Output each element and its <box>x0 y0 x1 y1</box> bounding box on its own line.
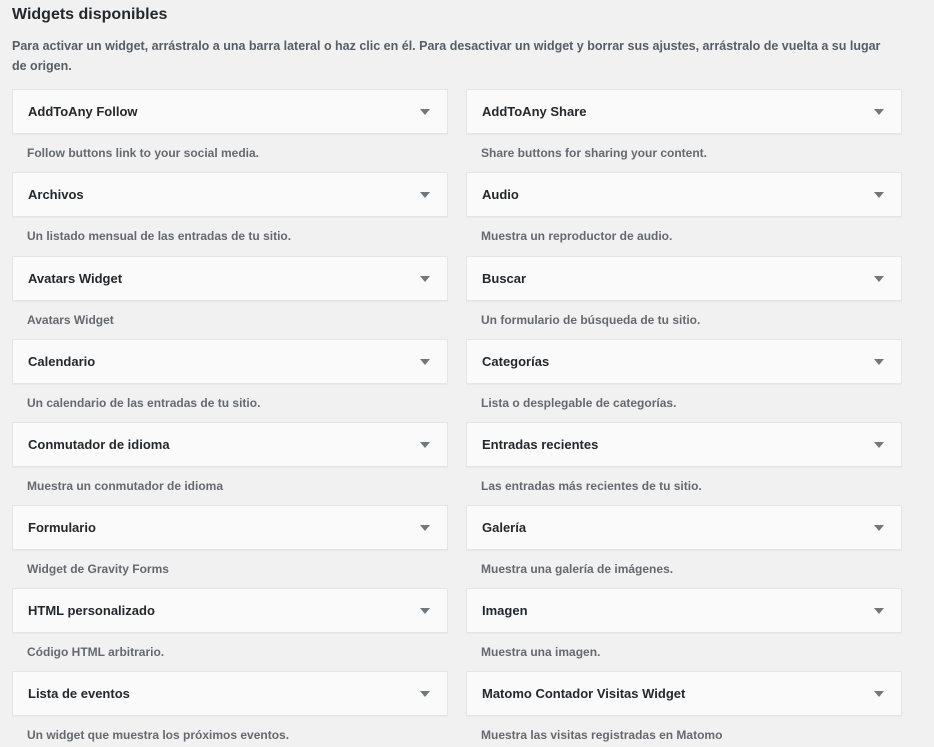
widget-title: Audio <box>482 187 519 202</box>
chevron-down-icon <box>420 442 430 448</box>
widget-title: Conmutador de idioma <box>28 437 170 452</box>
widget-expand-toggle[interactable] <box>409 512 441 544</box>
widget-header[interactable] <box>12 172 448 217</box>
widget-expand-toggle[interactable] <box>863 346 895 378</box>
chevron-down-icon <box>874 276 884 282</box>
widget-title: Imagen <box>482 603 528 618</box>
widget-addtoany-share[interactable] <box>466 89 902 160</box>
page-title: Widgets disponibles <box>12 6 168 23</box>
widget-description: Muestra un reproductor de audio. <box>481 229 673 243</box>
chevron-down-icon <box>874 109 884 115</box>
widget-header[interactable] <box>466 671 902 716</box>
widget-expand-toggle[interactable] <box>863 179 895 211</box>
chevron-down-icon <box>874 442 884 448</box>
chevron-down-icon <box>874 359 884 365</box>
chevron-down-icon <box>874 691 884 697</box>
widget-description: Muestra un conmutador de idioma <box>27 479 224 493</box>
widget-expand-toggle[interactable] <box>409 179 441 211</box>
widget-expand-toggle[interactable] <box>409 429 441 461</box>
widget-title: Categorías <box>482 354 550 369</box>
widget-expand-toggle[interactable] <box>409 595 441 627</box>
widget-calendario[interactable] <box>12 339 448 410</box>
widget-imagen[interactable] <box>466 588 902 659</box>
widget-title: AddToAny Share <box>482 104 587 119</box>
widget-title: Lista de eventos <box>28 686 130 701</box>
widget-title: HTML personalizado <box>28 603 155 618</box>
widget-expand-toggle[interactable] <box>409 96 441 128</box>
chevron-down-icon <box>420 359 430 365</box>
chevron-down-icon <box>420 525 430 531</box>
widget-description: Un calendario de las entradas de tu sitio. <box>27 396 261 410</box>
widget-conmutador-idioma[interactable] <box>12 422 448 493</box>
widget-expand-toggle[interactable] <box>863 512 895 544</box>
widget-title: Formulario <box>28 520 96 535</box>
widget-header[interactable] <box>12 505 448 550</box>
widget-header[interactable] <box>12 588 448 633</box>
widget-description: Un formulario de búsqueda de tu sitio. <box>481 313 701 327</box>
widget-html-personalizado[interactable] <box>12 588 448 659</box>
widget-description: Muestra una imagen. <box>481 645 601 659</box>
widget-description: Avatars Widget <box>27 313 114 327</box>
widget-title: Entradas recientes <box>482 437 599 452</box>
widget-header[interactable] <box>12 422 448 467</box>
widget-header[interactable] <box>466 256 902 301</box>
widget-galeria[interactable] <box>466 505 902 576</box>
widget-matomo-contador[interactable] <box>466 671 902 742</box>
chevron-down-icon <box>420 691 430 697</box>
chevron-down-icon <box>420 192 430 198</box>
widget-categorias[interactable] <box>466 339 902 410</box>
widget-header[interactable] <box>466 422 902 467</box>
widget-description: Widget de Gravity Forms <box>27 562 169 576</box>
widget-lista-eventos[interactable] <box>12 671 448 742</box>
widget-header[interactable] <box>466 339 902 384</box>
widget-title: Buscar <box>482 271 527 286</box>
widget-header[interactable] <box>466 588 902 633</box>
widget-title: AddToAny Follow <box>28 104 138 119</box>
chevron-down-icon <box>420 109 430 115</box>
widget-addtoany-follow[interactable] <box>12 89 448 160</box>
widget-buscar[interactable] <box>466 256 902 327</box>
chevron-down-icon <box>874 192 884 198</box>
widget-expand-toggle[interactable] <box>409 678 441 710</box>
widget-header[interactable] <box>12 256 448 301</box>
instructions-text: Para activar un widget, arrástralo a una barra lateral o haz clic en él. Para desactivar un widget y borrar sus ajustes, arrástralo de vuelta a su lugar de origen. <box>12 39 881 73</box>
widget-header[interactable] <box>12 339 448 384</box>
widget-expand-toggle[interactable] <box>863 429 895 461</box>
widget-description: Un listado mensual de las entradas de tu sitio. <box>27 229 292 243</box>
widget-header[interactable] <box>12 671 448 716</box>
widget-avatars[interactable] <box>12 256 448 327</box>
widget-description: Código HTML arbitrario. <box>27 645 165 659</box>
widget-description: Las entradas más recientes de tu sitio. <box>481 479 702 493</box>
chevron-down-icon <box>420 276 430 282</box>
chevron-down-icon <box>874 525 884 531</box>
widget-expand-toggle[interactable] <box>863 595 895 627</box>
widget-description: Follow buttons link to your social media. <box>27 146 260 160</box>
chevron-down-icon <box>874 608 884 614</box>
chevron-down-icon <box>420 608 430 614</box>
widget-expand-toggle[interactable] <box>863 678 895 710</box>
widget-header[interactable] <box>466 172 902 217</box>
widget-description: Share buttons for sharing your content. <box>481 146 708 160</box>
widget-archivos[interactable] <box>12 172 448 243</box>
widget-title: Galería <box>482 520 527 535</box>
widget-title: Calendario <box>28 354 96 369</box>
widget-formulario[interactable] <box>12 505 448 576</box>
widget-header[interactable] <box>12 89 448 134</box>
widget-expand-toggle[interactable] <box>863 96 895 128</box>
widget-description: Muestra una galería de imágenes. <box>481 562 674 576</box>
widget-description: Un widget que muestra los próximos eventos. <box>27 728 290 742</box>
widget-expand-toggle[interactable] <box>409 346 441 378</box>
widget-title: Archivos <box>28 187 84 202</box>
widget-expand-toggle[interactable] <box>409 263 441 295</box>
widget-title: Matomo Contador Visitas Widget <box>482 686 686 701</box>
widget-header[interactable] <box>466 505 902 550</box>
widget-entradas-recientes[interactable] <box>466 422 902 493</box>
widget-description: Muestra las visitas registradas en Matomo <box>481 728 723 742</box>
widget-title: Avatars Widget <box>28 271 123 286</box>
widget-expand-toggle[interactable] <box>863 263 895 295</box>
widget-header[interactable] <box>466 89 902 134</box>
widget-audio[interactable] <box>466 172 902 243</box>
widget-description: Lista o desplegable de categorías. <box>481 396 677 410</box>
